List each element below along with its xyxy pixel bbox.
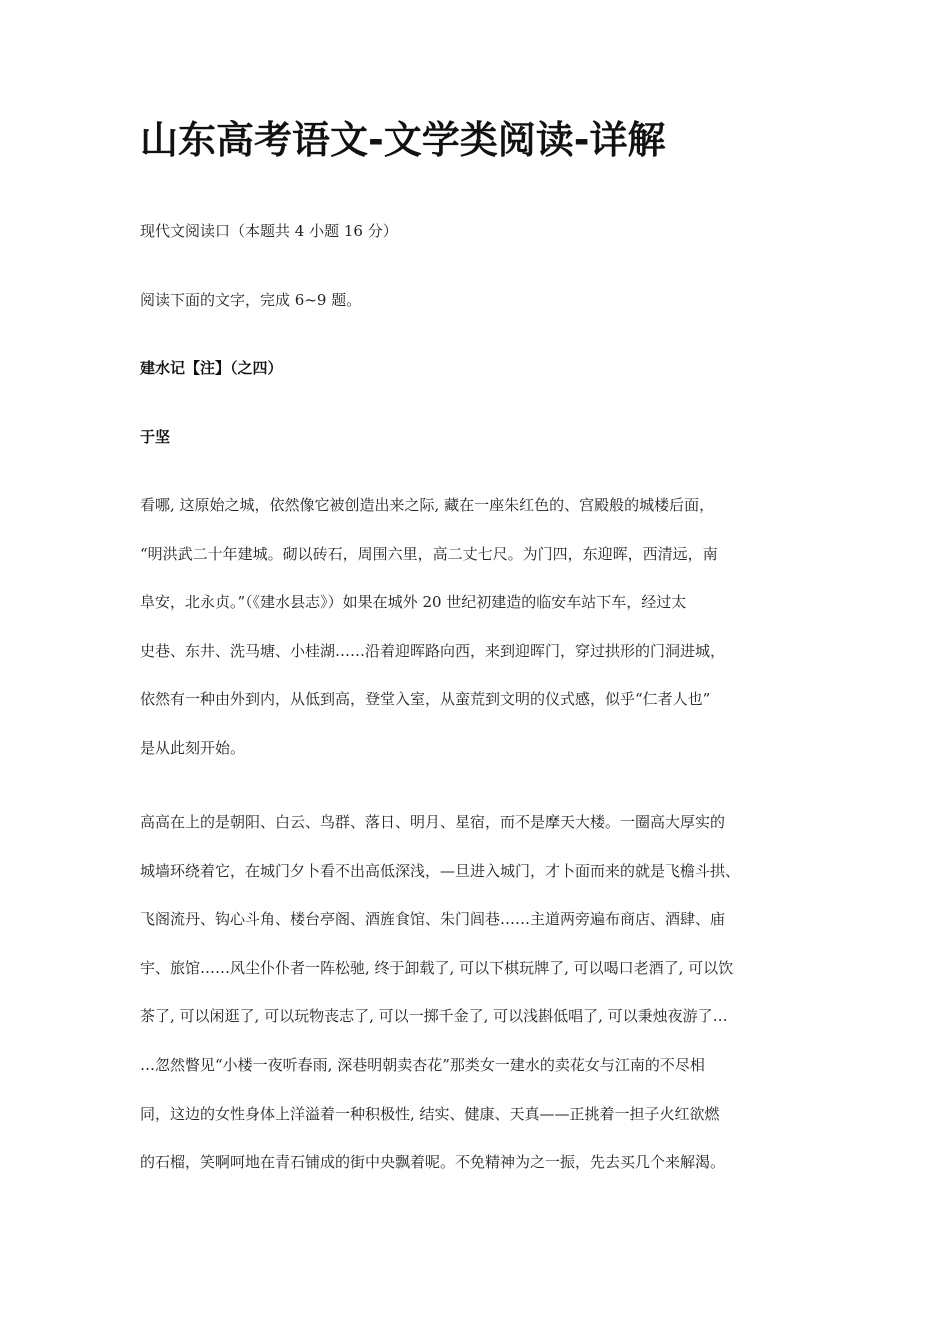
paragraph-line: 城墙环绕着它，在城门夕卜看不出高低深浅，—旦进入城门，才卜面而来的就是飞檐斗拱、 [140, 861, 741, 880]
paragraph-line: 宇、旅馆……风尘仆仆者一阵松驰, 终于卸载了, 可以下棋玩牌了, 可以喝口老酒了, 可以饮 [140, 958, 734, 977]
paragraph-line: 依然有一种由外到内，从低到高，登堂入室，从蛮荒到文明的仪式感，似乎“仁者人也” [140, 690, 711, 709]
paragraph-line: 看哪, 这原始之城，依然像它被创造出来之际, 藏在一座朱红色的、宫殿般的城楼后面， [140, 496, 715, 514]
paragraph-line: 茶了, 可以闲逛了, 可以玩物丧志了, 可以一掷千金了, 可以浅斟低唱了, 可以秉烛夜游了… [140, 1007, 728, 1026]
instruction-text: 阅读下面的文字，完成 6~9 题。 [140, 291, 362, 309]
section-heading: 现代文阅读口（本题共 4 小题 16 分） [140, 222, 398, 240]
paragraph-line: 是从此刻开始。 [140, 738, 246, 757]
article-author: 于坚 [140, 428, 171, 446]
paragraph-line: …忽然瞥见“小楼一夜听春雨, 深巷明朝卖杏花”那类女一建水的卖花女与江南的不尽相 [140, 1055, 705, 1074]
paragraph-line: 阜安，北永贞。”（《建水县志》）如果在城外 20 世纪初建造的临安车站下车，经过太 [140, 593, 687, 612]
paragraph-2 [140, 810, 830, 1199]
paragraph-line: “明洪武二十年建城。砌以砖石，周围六里，高二丈七尺。为门四，东迎晖，西清远，南 [140, 544, 718, 563]
article-title: 建水记【注】（之四） [140, 359, 283, 377]
paragraph-line: 高高在上的是朝阳、白云、鸟群、落日、明月、星宿，而不是摩天大楼。一圈高大厚实的 [140, 813, 726, 831]
paragraph-line: 的石榴，笑啊呵地在青石铺成的街中央飘着呢。不免精神为之一振，先去买几个来解渴。 [140, 1153, 726, 1172]
paragraph-line: 飞阁流丹、钩心斗角、楼台亭阁、酒旌食馆、朱门闾巷……主道两旁遍布商店、酒肆、庙 [140, 910, 726, 929]
paragraph-1 [140, 493, 830, 785]
paragraph-line: 史巷、东井、洗马塘、小桂湖……沿着迎晖路向西，来到迎晖门，穿过拱形的门洞进城， [140, 641, 726, 660]
document-title: 山东高考语文-文学类阅读-详解 [140, 118, 666, 162]
paragraph-line: 同，这边的女性身体上洋溢着一种积极性, 结实、健康、天真——正挑着一担子火红欲燃 [140, 1104, 720, 1123]
